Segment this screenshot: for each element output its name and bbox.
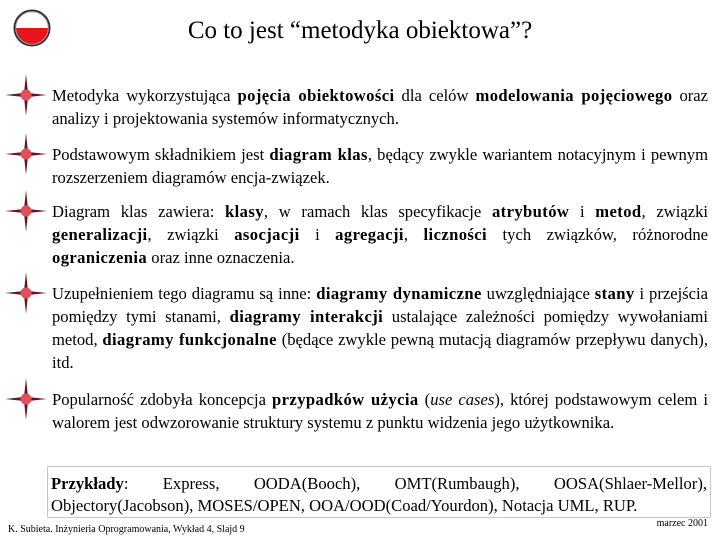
text-run: , związki <box>147 225 235 244</box>
red-white-disc-logo <box>13 9 51 47</box>
bold-term: diagramy funkcjonalne <box>102 330 277 349</box>
text-run: ), której podstawowym celem i walorem jest odwzorowanie struktury systemu z punktu widzenia jego użytkownika. <box>52 390 708 432</box>
bold-term: pojęcia obiektowości <box>237 86 395 105</box>
text-run: dla celów <box>394 86 476 105</box>
footer-credit: K. Subieta. Inżynieria Oprogramowania, Wykład 4, Slajd 9 <box>8 524 245 535</box>
text-run: , w ramach klas specyfikacje <box>263 202 492 221</box>
text-run: Podstawowym składnikiem jest <box>52 145 270 164</box>
text-run: , związki <box>641 202 708 221</box>
examples-list: : Express, OODA(Booch), OMT(Rumbaugh), OOSA(Shlaer-Mellor), Objectory(Jacobson), MOSES/OPEN, OOA/OOD(Coad/Yourdon), Notacja UML, RUP. <box>51 474 707 515</box>
text-run: i <box>299 225 336 244</box>
bold-term: atrybutów <box>491 202 570 221</box>
bold-term: agregacji <box>335 225 404 244</box>
four-point-star-icon <box>3 270 49 316</box>
footer-date: marzec 2001 <box>656 518 708 529</box>
text-run: Metodyka wykorzystująca <box>52 86 238 105</box>
bullet-item-4 <box>52 282 708 374</box>
bullet-item-1 <box>52 84 708 130</box>
bold-term: ograniczenia <box>52 248 148 267</box>
bold-term: diagramy dynamiczne <box>316 284 482 303</box>
bold-term: generalizacji <box>52 225 148 244</box>
text-run: Popularność zdobyła koncepcja <box>52 390 273 409</box>
text-run: oraz inne oznaczenia. <box>147 248 295 267</box>
text-run: uwzględniające <box>481 284 595 303</box>
text-run: Diagram klas zawiera: <box>52 202 226 221</box>
text-run: ( <box>418 390 431 409</box>
examples-text <box>51 473 707 517</box>
examples-box <box>47 466 711 518</box>
bold-term: diagramy interakcji <box>229 307 384 326</box>
text-run: tych związków, różnorodne <box>487 225 708 244</box>
bold-term: diagram klas <box>269 145 368 164</box>
bullet-item-5 <box>52 388 708 434</box>
italic-term: use cases <box>430 390 495 409</box>
text-run: i <box>569 202 596 221</box>
four-point-star-icon <box>3 376 49 422</box>
bold-term: klasy <box>225 202 264 221</box>
page-title: Co to jest “metodyka obiektowa”? <box>187 17 533 44</box>
text-run: , <box>403 225 424 244</box>
bullet-item-3 <box>52 200 708 269</box>
text-run: ustalające zależności pomiędzy wywołaniami metod, <box>52 307 708 349</box>
text-run: (będące zwykle pewną mutacją diagramów przepływu danych), itd. <box>52 330 708 372</box>
bold-term: stany <box>594 284 635 303</box>
bold-term: przypadków użycia <box>272 390 419 409</box>
four-point-star-icon <box>3 188 49 234</box>
text-run: , będący zwykle wariantem notacyjnym i pewnym rozszerzeniem diagramów encja-związek. <box>52 145 709 187</box>
four-point-star-icon <box>3 131 49 177</box>
bold-term: liczności <box>423 225 488 244</box>
examples-label: Przykłady <box>51 474 124 493</box>
text-run: i przejścia pomiędzy tymi stanami, <box>52 284 708 326</box>
bullet-item-2 <box>52 143 708 189</box>
bold-term: metod <box>595 202 642 221</box>
four-point-star-icon <box>3 72 49 118</box>
text-run: oraz analizy i projektowania systemów informatycznych. <box>52 86 708 128</box>
text-run: Uzupełnieniem tego diagramu są inne: <box>52 284 317 303</box>
bold-term: asocjacji <box>234 225 300 244</box>
bold-term: modelowania pojęciowego <box>475 86 673 105</box>
